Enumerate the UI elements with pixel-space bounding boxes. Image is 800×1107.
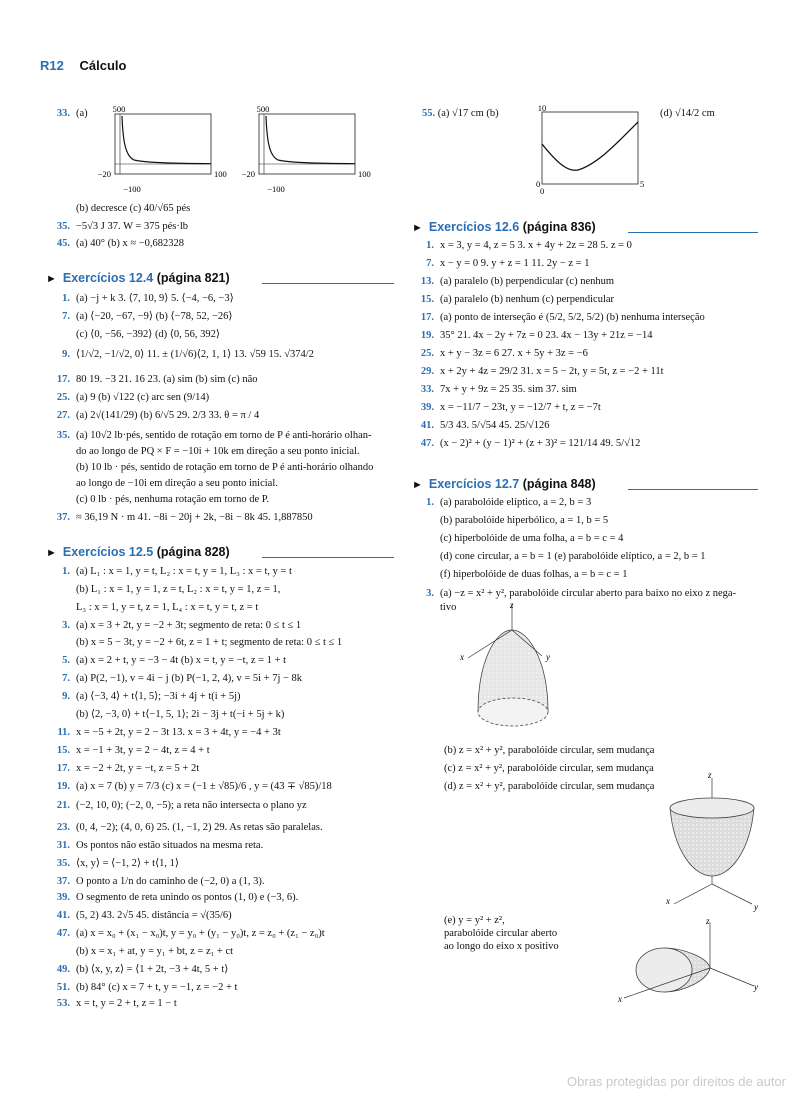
answer-text: (b) L₁ : x = 1, y = 1, z = t, L₂ : x = t, y = 1, z = 1,	[76, 584, 281, 595]
answer-line	[50, 602, 258, 614]
section-rule	[262, 557, 394, 558]
answer-line	[412, 497, 591, 509]
answer-text: 35° 21. 4x − 2y + 7z = 0 23. 4x − 13y + 21z = −14	[440, 330, 653, 341]
answer-text: 5/3 43. 5/√54 45. 25/√126	[440, 420, 550, 431]
answer-line	[50, 374, 257, 386]
answer-line	[50, 858, 179, 870]
plot-label: 100	[358, 169, 371, 179]
answer-line	[50, 781, 332, 793]
answer-text: x = t, y = 2 + t, z = 1 − t	[76, 998, 177, 1009]
answer-line	[412, 515, 608, 527]
answer-line	[412, 384, 577, 396]
answer-number: 7.	[62, 311, 70, 322]
answer-line	[50, 910, 232, 922]
answer-text: (b) ⟨2, −3, 0⟩ + t⟨−1, 5, 1⟩; 2i − 3j + t(−i + 5j + k)	[76, 709, 285, 720]
answer-text: x + 2y + 4z = 29/2 31. x = 5 − 2t, y = 5t, z = −2 + 11t	[440, 366, 664, 377]
answer-number: 47.	[56, 928, 70, 939]
answer-line	[50, 584, 280, 596]
answer-number: 35.	[56, 858, 70, 869]
answer-number: 39.	[420, 402, 434, 413]
answer-line	[50, 964, 228, 976]
answer-line	[412, 258, 589, 270]
answer-number: 19.	[56, 781, 70, 792]
answer-text: (c) hiperbolóide de uma folha, a = b = c = 4	[440, 533, 624, 544]
answer-text: (a) ponto de interseção é (5/2, 5/2, 5/2) (b) nenhuma interseção	[440, 312, 705, 323]
answer-line	[412, 551, 706, 563]
axis-label: x	[666, 896, 670, 906]
answer-text: (a) x = 3 + 2t, y = −2 + 3t; segmento de reta: 0 ≤ t ≤ 1	[76, 620, 302, 631]
answer-number: 17.	[56, 763, 70, 774]
answer-line	[50, 293, 234, 305]
section-12-5: ► Exercícios 12.5 (página 828)	[46, 545, 230, 559]
answer-number: 35.	[56, 221, 70, 232]
answer-text: (c) 0 lb · pés, nenhuma rotação em torno de P.	[76, 494, 270, 505]
answer-line	[50, 998, 177, 1010]
page-title: Cálculo	[79, 58, 127, 73]
plot-55b	[528, 104, 658, 194]
answer-text: −5√3 J 37. W = 375 pés·lb	[76, 221, 189, 232]
answer-number: 33.	[56, 108, 70, 119]
answer-number: 41.	[56, 910, 70, 921]
answer-text: (0, 4, −2); (4, 0, 6) 25. (1, −1, 2) 29. As retas são paralelas.	[76, 822, 323, 833]
answer-number: 47.	[420, 438, 434, 449]
answer-line	[412, 569, 627, 581]
answer-number: 9.	[62, 691, 70, 702]
answer-number: 31.	[56, 840, 70, 851]
answer-text: (a) x = x₀ + (x₁ − x₀)t, y = y₀ + (y₁ − y₀)t, z = z₀ + (z₁ − z₀)t	[76, 928, 325, 939]
answer-line	[50, 840, 263, 852]
surface-3d	[656, 772, 766, 912]
answer-text: (a) P(2, −1), v = 4i − j (b) P(−1, 2, 4), v = 5i + 7j − 8k	[76, 673, 303, 684]
answer-number: 1.	[62, 293, 70, 304]
answer-number: 15.	[56, 745, 70, 756]
answer-number: 9.	[62, 349, 70, 360]
answer-line	[412, 588, 736, 600]
answer-line	[412, 240, 632, 252]
answer-text: (c) ⟨0, −56, −392⟩ (d) ⟨0, 56, 392⟩	[76, 329, 221, 340]
answer-line	[50, 822, 323, 834]
answer-line	[412, 533, 623, 545]
answer-number: 13.	[420, 276, 434, 287]
answer-text: (x − 2)² + (y − 1)² + (z + 3)² = 121/14 49. 5/√12	[440, 438, 641, 449]
answer-text: 80 19. −3 21. 16 23. (a) sim (b) sim (c) não	[76, 374, 258, 385]
answer-number: 1.	[62, 566, 70, 577]
answer-text: x = −11/7 − 23t, y = −12/7 + t, z = −7t	[440, 402, 601, 413]
section-12-6: ► Exercícios 12.6 (página 836)	[412, 220, 596, 234]
answer-number: 41.	[420, 420, 434, 431]
answer-line	[50, 928, 325, 940]
answer-number: 51.	[56, 982, 70, 993]
answer-text: (a) parabolóide elíptico, a = 2, b = 3	[440, 497, 592, 508]
answer-text: (a) paralelo (b) perpendicular (c) nenhum	[440, 276, 615, 287]
answer-text: (a) 40° (b) x ≈ −0,682328	[76, 238, 185, 249]
answer-line	[412, 348, 588, 360]
answer-55: 55. (a) √17 cm (b)	[422, 108, 499, 119]
answer-3e-3: ao longo do eixo x positivo	[444, 941, 559, 952]
answer-line	[50, 982, 237, 994]
answer-line	[50, 203, 190, 215]
answer-text: (b) ⟨x, y, z⟩ = ⟨1 + 2t, −3 + 4t, 5 + t⟩	[76, 964, 229, 975]
answer-number: 1.	[426, 497, 434, 508]
answer-line	[412, 366, 664, 378]
plot-label: −20	[97, 169, 111, 179]
answer-text: (a) −j + k 3. ⟨7, 10, 9⟩ 5. ⟨−4, −6, −3⟩	[76, 293, 234, 304]
section-12-7: ► Exercícios 12.7 (página 848)	[412, 477, 596, 491]
answer-line	[50, 637, 342, 649]
answer-line	[412, 438, 640, 450]
answer-text: (a) 10√2 lb·pés, sentido de rotação em torno de P é anti-horário olhan-	[76, 430, 372, 441]
plot-label: −20	[241, 169, 255, 179]
axis-label: y	[754, 902, 758, 912]
plot-label: 0	[540, 186, 545, 194]
answer-line	[412, 294, 614, 306]
section-rule	[628, 489, 758, 490]
answer-text: ⟨1/√2, −1/√2, 0⟩ 11. ± (1/√6)⟨2, 1, 1⟩ 13. √59 15. √374/2	[76, 349, 314, 360]
answer-line	[412, 330, 652, 342]
answer-3e-1: (e) y = y² + z²,	[444, 915, 505, 926]
answer-line	[50, 478, 278, 490]
answer-line	[50, 446, 360, 458]
answer-line	[50, 709, 284, 721]
answer-line	[50, 892, 298, 904]
answer-line	[416, 781, 654, 793]
answer-text: (a) L₁ : x = 1, y = t, L₂ : x = t, y = 1, L₃ : x = t, y = t	[76, 566, 292, 577]
answer-line	[50, 512, 313, 524]
section-rule	[262, 283, 394, 284]
answer-55d: (d) √14/2 cm	[660, 108, 715, 119]
answer-text: x = −2 + 2t, y = −t, z = 5 + 2t	[76, 763, 200, 774]
plot-label: 0	[536, 179, 541, 189]
answer-line	[50, 745, 210, 757]
answer-line	[50, 800, 307, 812]
answer-line	[50, 946, 233, 958]
answer-text: (d) z = x² + y², parabolóide circular, sem mudança	[444, 781, 655, 792]
answer-text: (b) decresce (c) 40/√65 pés	[76, 203, 191, 214]
answer-number: 49.	[56, 964, 70, 975]
answer-line	[50, 430, 372, 442]
answer-line	[412, 402, 601, 414]
answer-number: 29.	[420, 366, 434, 377]
answer-text: ao longo de −10i em direção a seu ponto inicial.	[76, 478, 278, 489]
answer-number: 11.	[57, 727, 70, 738]
answer-text: (a) ⟨−3, 4⟩ + t⟨1, 5⟩; −3i + 4j + t(i + 5j)	[76, 691, 241, 702]
answer-number: 5.	[62, 655, 70, 666]
answer-text: ⟨x, y⟩ = ⟨−1, 2⟩ + t⟨1, 1⟩	[76, 858, 180, 869]
plot-label: 100	[214, 169, 227, 179]
copyright-footer: Obras protegidas por direitos de autor	[567, 1074, 786, 1089]
answer-number: 17.	[420, 312, 434, 323]
answer-text: x = 3, y = 4, z = 5 3. x + 4y + 2z = 28 5. z = 0	[440, 240, 632, 251]
answer-line	[50, 108, 88, 120]
answer-line	[50, 392, 209, 404]
surface-3a	[456, 600, 586, 740]
answer-text: (a) paralelo (b) nenhum (c) perpendicular	[440, 294, 615, 305]
page-code: R12	[40, 58, 64, 73]
answer-text: (a)	[76, 108, 88, 119]
answer-line	[50, 349, 314, 361]
answer-line	[50, 410, 259, 422]
answer-text: (b) x = 5 − 3t, y = −2 + 6t, z = 1 + t; segmento de reta: 0 ≤ t ≤ 1	[76, 637, 343, 648]
plot-label: −100	[267, 184, 285, 194]
answer-line	[50, 566, 292, 578]
answer-number: 27.	[56, 410, 70, 421]
answer-number: 39.	[56, 892, 70, 903]
answer-text: (c) z = x² + y², parabolóide circular, sem mudança	[444, 763, 654, 774]
answer-line	[50, 494, 269, 506]
answer-number: 37.	[56, 512, 70, 523]
answer-line	[50, 763, 199, 775]
answer-text: (a) ⟨−20, −67, −9⟩ (b) ⟨−78, 52, −26⟩	[76, 311, 233, 322]
answer-number: 53.	[56, 998, 70, 1009]
answer-text: 7x + y + 9z = 25 35. sim 37. sim	[440, 384, 577, 395]
answer-text: (5, 2) 43. 2√5 45. distância = √(35/6)	[76, 910, 232, 921]
answer-text: (a) 2√(141/29) (b) 6/√5 29. 2/3 33. θ = π / 4	[76, 410, 260, 421]
answer-line	[416, 745, 654, 757]
answer-number: 23.	[56, 822, 70, 833]
answer-text: (b) x = x₁ + at, y = y₁ + bt, z = z₁ + ct	[76, 946, 234, 957]
answer-number: 3.	[426, 588, 434, 599]
answer-text: x − y = 0 9. y + z = 1 11. 2y − z = 1	[440, 258, 590, 269]
answer-line	[50, 876, 264, 888]
answer-number: 25.	[56, 392, 70, 403]
answer-line	[50, 727, 281, 739]
answer-line	[50, 221, 188, 233]
answer-number: 37.	[56, 876, 70, 887]
answer-text: (a) x = 2 + t, y = −3 − 4t (b) x = t, y = −t, z = 1 + t	[76, 655, 286, 666]
answer-text: (b) 84° (c) x = 7 + t, y = −1, z = −2 + t	[76, 982, 238, 993]
answer-number: 7.	[426, 258, 434, 269]
answer-number: 45.	[56, 238, 70, 249]
answer-text: Os pontos não estão situados na mesma reta.	[76, 840, 264, 851]
answer-text: (−2, 10, 0); (−2, 0, −5); a reta não intersecta o plano yz	[76, 800, 307, 811]
answer-number: 7.	[62, 673, 70, 684]
answer-number: 21.	[56, 800, 70, 811]
answer-text: (f) hiperbolóide de duas folhas, a = b = c = 1	[440, 569, 628, 580]
answer-line	[50, 329, 220, 341]
answer-text: (a) −z = x² + y², parabolóide circular aberto para baixo no eixo z nega-	[440, 588, 737, 599]
answer-number: 1.	[426, 240, 434, 251]
answer-text: (b) parabolóide hiperbólico, a = 1, b = 5	[440, 515, 609, 526]
page-header	[40, 58, 126, 73]
plot-label: 500	[256, 104, 270, 114]
answer-line	[412, 312, 705, 324]
answer-text: do ao longo de PQ × F = −10i + 10k em direção a seu ponto inicial.	[76, 446, 360, 457]
axis-label: x	[618, 994, 622, 1004]
answer-text: (b) 10 lb · pés, sentido de rotação em torno de P é anti-horário olhando	[76, 462, 374, 473]
answer-text: L₃ : x = 1, y = t, z = 1, L₄ : x = t, y = t, z = t	[76, 602, 259, 613]
axis-label: y	[754, 982, 758, 992]
answer-number: 15.	[420, 294, 434, 305]
answer-line	[50, 462, 373, 474]
section-12-4: ► Exercícios 12.4 (página 821)	[46, 271, 230, 285]
answer-line	[50, 311, 233, 323]
answer-line	[50, 673, 302, 685]
answer-line	[416, 763, 654, 775]
answer-3e-2: parabolóide circular aberto	[444, 928, 558, 939]
answer-line	[50, 620, 301, 632]
plot-label: −100	[123, 184, 141, 194]
axis-label: z	[510, 600, 514, 610]
surface-3e	[614, 918, 764, 1014]
plot-label: 5	[640, 179, 645, 189]
axis-label: x	[460, 652, 464, 662]
plot-33a	[88, 104, 238, 196]
answer-text: O ponto a 1/n do caminho de (−2, 0) a (1, 3).	[76, 876, 265, 887]
answer-text: (a) x = 7 (b) y = 7/3 (c) x = (−1 ± √85)/6 , y = (43 ∓ √85)/18	[76, 781, 332, 792]
axis-label: z	[706, 918, 710, 926]
answer-text: x = −5 + 2t, y = 2 − 3t 13. x = 3 + 4t, y = −4 + 3t	[76, 727, 281, 738]
plot-33b	[232, 104, 382, 196]
answer-line	[50, 691, 240, 703]
axis-label: z	[708, 772, 712, 780]
answer-text: (a) 9 (b) √122 (c) arc sen (9/14)	[76, 392, 210, 403]
answer-text: x + y − 3z = 6 27. x + 5y + 3z = −6	[440, 348, 588, 359]
answer-line	[412, 420, 550, 432]
answer-text: O segmento de reta unindo os pontos (1, 0) e (−3, 6).	[76, 892, 299, 903]
answer-text: (d) cone circular, a = b = 1 (e) parabolóide elíptico, a = 2, b = 1	[440, 551, 706, 562]
answer-line	[412, 276, 614, 288]
answer-text: x = −1 + 3t, y = 2 − 4t, z = 4 + t	[76, 745, 210, 756]
answer-number: 25.	[420, 348, 434, 359]
answer-text: (b) z = x² + y², parabolóide circular, sem mudança	[444, 745, 655, 756]
plot-label: 10	[537, 104, 547, 113]
plot-label: 500	[112, 104, 126, 114]
answer-line	[412, 602, 456, 614]
answer-text: tivo	[440, 602, 457, 613]
answer-text: ≈ 36,19 N · m 41. −8i − 20j + 2k, −8i − 8k 45. 1,887850	[76, 512, 313, 523]
section-rule	[628, 232, 758, 233]
answer-number: 3.	[62, 620, 70, 631]
answer-number: 19.	[420, 330, 434, 341]
answer-number: 35.	[56, 430, 70, 441]
answer-number: 33.	[420, 384, 434, 395]
answer-number: 17.	[56, 374, 70, 385]
answer-line	[50, 655, 286, 667]
axis-label: y	[546, 652, 550, 662]
answer-line	[50, 238, 184, 250]
